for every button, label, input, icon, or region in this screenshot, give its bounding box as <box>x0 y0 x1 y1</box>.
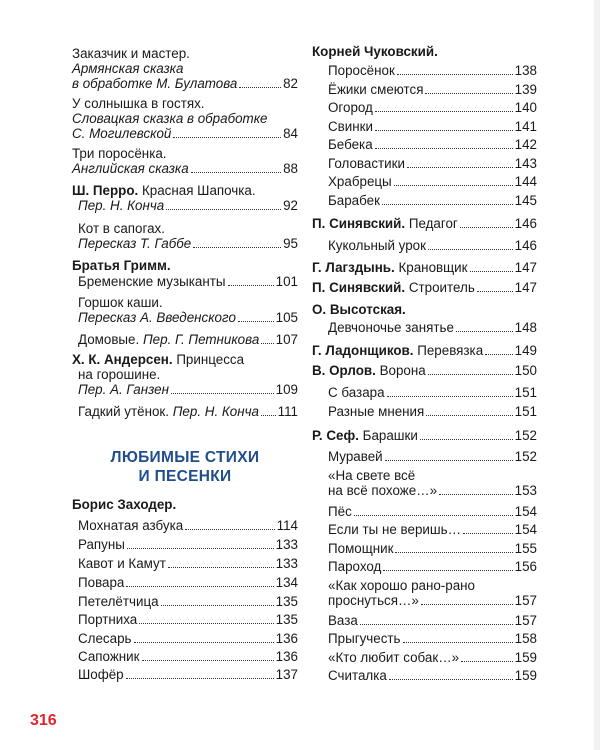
page-ref: 154 <box>514 522 537 537</box>
entry-title: Петелётчица <box>78 594 159 609</box>
leader-dots <box>126 677 274 679</box>
entry-title: Повара <box>78 575 125 590</box>
toc-entry[interactable] <box>78 594 298 609</box>
entry-title: Перевязка <box>417 343 484 358</box>
leader-dots <box>375 110 513 112</box>
entry-title: Пароход <box>328 559 382 574</box>
toc-entry-gorshok[interactable] <box>78 295 298 325</box>
toc-entry-ladonshchikov[interactable] <box>312 343 537 358</box>
entry-title: Принцесса <box>176 352 245 367</box>
leader-dots <box>139 622 273 624</box>
section-heading-line: И ПЕСЕНКИ <box>138 468 232 485</box>
page-ref: 82 <box>283 76 298 91</box>
toc-entry[interactable] <box>328 119 537 134</box>
entry-subtitle: Пер. Г. Петникова <box>142 332 260 347</box>
leader-dots <box>161 604 274 606</box>
entry-title: на всё похоже…» <box>328 483 438 498</box>
entry-title: Пёс <box>328 504 352 519</box>
entry-title: проснуться…» <box>328 593 419 608</box>
leader-dots <box>456 330 513 332</box>
page-ref: 114 <box>276 518 298 533</box>
leader-dots <box>485 353 513 355</box>
page-ref: 135 <box>275 594 298 609</box>
leader-dots <box>387 395 513 397</box>
toc-entry[interactable] <box>328 522 537 537</box>
entry-subtitle: Пересказ Т. Габбе <box>78 236 192 251</box>
leader-dots <box>142 659 274 661</box>
page-ref: 145 <box>514 193 537 208</box>
leader-dots <box>407 166 513 168</box>
toc-entry[interactable] <box>328 174 537 189</box>
leader-dots <box>168 566 274 568</box>
entry-title: Заказчик и мастер. <box>72 46 190 61</box>
entry-title: Крановщик <box>398 260 468 275</box>
toc-entry-lagzdyn[interactable] <box>312 260 537 275</box>
leader-dots <box>134 641 274 643</box>
entry-subtitle: в обработке М. Булатова <box>72 76 238 91</box>
leader-dots <box>239 86 281 88</box>
toc-entry[interactable] <box>78 667 298 682</box>
page-number: 316 <box>30 712 57 729</box>
entry-title: Кот в сапогах. <box>78 221 165 236</box>
page-ref: 147 <box>514 260 537 275</box>
entry-title: Строитель <box>408 280 475 295</box>
toc-entry-zakazchik[interactable] <box>72 46 298 91</box>
page-ref: 137 <box>275 667 298 682</box>
leader-dots <box>383 569 512 571</box>
toc-entry[interactable] <box>328 650 537 665</box>
entry-title: Три поросёнка. <box>72 146 167 161</box>
toc-entry-na-svete[interactable] <box>328 468 537 498</box>
leader-dots <box>421 603 513 605</box>
entry-title: Рапуны <box>78 537 125 552</box>
leader-dots <box>460 226 513 228</box>
toc-entry-bremen[interactable] <box>78 274 298 289</box>
toc-entry-devchonoche[interactable] <box>328 320 537 335</box>
page-ref: 146 <box>514 216 537 231</box>
page-ref: 151 <box>514 385 537 400</box>
entry-title: «На свете всё <box>328 468 416 483</box>
leader-dots <box>185 528 274 530</box>
entry-title: Горшок каши. <box>78 295 163 310</box>
page-ref: 88 <box>283 161 298 176</box>
leader-dots <box>261 342 273 344</box>
entry-title: Гадкий утёнок. <box>78 404 169 419</box>
leader-dots <box>193 246 281 248</box>
leader-dots <box>171 392 274 394</box>
leader-dots <box>428 373 513 375</box>
entry-title: Педагог <box>408 216 458 231</box>
toc-entry-kot-v-sapogakh[interactable] <box>78 221 298 251</box>
page-ref: 148 <box>514 320 537 335</box>
page-ref: 156 <box>514 559 537 574</box>
entry-title: Помощник <box>328 541 394 556</box>
author-grimm: Братья Гримм. <box>72 258 171 273</box>
leader-dots <box>126 585 273 587</box>
entry-title: Шофёр <box>78 667 124 682</box>
entry-title: Свинки <box>328 119 373 134</box>
leader-dots <box>354 514 513 516</box>
page-ref: 135 <box>275 612 298 627</box>
entry-title: Муравей <box>328 449 383 464</box>
toc-entry[interactable] <box>78 537 298 552</box>
toc-entry[interactable] <box>78 575 298 590</box>
toc-entry[interactable] <box>328 193 537 208</box>
toc-entry-andersen[interactable] <box>72 352 298 397</box>
page-ref: 140 <box>514 100 537 115</box>
page-ref: 111 <box>277 404 298 419</box>
section-heading <box>72 448 298 486</box>
entry-subtitle: Пер. Н. Конча <box>78 198 165 213</box>
toc-entry[interactable] <box>328 668 537 683</box>
leader-dots <box>127 547 274 549</box>
entry-title: Если ты не веришь… <box>328 522 461 537</box>
author-name: Г. Лагздынь. <box>312 260 395 275</box>
entry-subtitle: Армянская сказка <box>72 61 184 76</box>
toc-entry-muravey[interactable] <box>328 449 537 464</box>
page-ref: 109 <box>275 382 298 397</box>
entry-title: Поросёнок <box>328 63 395 78</box>
leader-dots <box>403 641 513 643</box>
toc-entry[interactable] <box>328 63 537 78</box>
page-ref: 95 <box>283 236 298 251</box>
page-ref: 154 <box>514 504 537 519</box>
author-name: П. Синявский. <box>312 280 406 295</box>
page-ref: 149 <box>514 343 537 358</box>
entry-title: на горошине. <box>78 367 161 382</box>
toc-entry-kak-khorosho[interactable] <box>328 578 537 608</box>
page-ref: 136 <box>275 649 298 664</box>
entry-subtitle: Словацкая сказка в обработке <box>72 111 268 126</box>
toc-entry-domovye[interactable] <box>78 332 298 347</box>
toc-entry[interactable] <box>78 518 298 533</box>
entry-title: Слесарь <box>78 631 132 646</box>
toc-entry[interactable] <box>328 541 537 556</box>
toc-entry-sef-barashki[interactable] <box>312 428 537 443</box>
toc-entry[interactable] <box>78 631 298 646</box>
page-ref: 101 <box>275 274 298 289</box>
entry-subtitle: Пересказ А. Введенского <box>78 310 236 325</box>
toc-entry-tri-porosenka[interactable] <box>72 146 298 176</box>
page-ref: 153 <box>514 483 537 498</box>
toc-entry-orlov[interactable] <box>312 363 537 378</box>
leader-dots <box>425 92 512 94</box>
entry-title: Барабек <box>328 193 380 208</box>
leader-dots <box>394 184 513 186</box>
page-ref: 136 <box>275 631 298 646</box>
entry-title: «Кто любит собак…» <box>328 650 460 665</box>
toc-entry[interactable] <box>328 559 537 574</box>
page-edge <box>594 0 600 750</box>
page-ref: 146 <box>514 238 537 253</box>
leader-dots <box>395 551 512 553</box>
page-ref: 105 <box>275 310 298 325</box>
entry-title: Ваза <box>328 613 358 628</box>
entry-title: Кавот и Камут <box>78 556 166 571</box>
page-ref: 92 <box>283 198 298 213</box>
entry-title: Огород <box>328 100 373 115</box>
entry-title: Домовые. <box>78 332 140 347</box>
toc-entry-utenok[interactable] <box>78 404 298 419</box>
author-name: П. Синявский. <box>312 216 406 231</box>
page-ref: 150 <box>514 363 537 378</box>
toc-entry-sinyavsky-stroitel[interactable] <box>312 280 537 295</box>
author-name: Г. Ладонщиков. <box>312 343 414 358</box>
leader-dots <box>461 660 513 662</box>
entry-title: Бебека <box>328 137 373 152</box>
toc-entry[interactable] <box>78 612 298 627</box>
entry-subtitle: Пер. А. Ганзен <box>78 382 169 397</box>
author-zakhoder: Борис Заходер. <box>72 497 177 512</box>
leader-dots <box>463 532 513 534</box>
author-name: Ш. Перро. <box>72 183 139 198</box>
page-ref: 107 <box>275 332 298 347</box>
entry-title: Разные мнения <box>328 404 425 419</box>
leader-dots <box>191 171 281 173</box>
toc-entry-solnyshko[interactable] <box>72 96 298 141</box>
page-ref: 159 <box>514 668 537 683</box>
leader-dots <box>375 129 513 131</box>
toc-entry[interactable] <box>328 100 537 115</box>
leader-dots <box>238 320 274 322</box>
author-vysotskaya: О. Высотская. <box>312 302 406 317</box>
page-ref: 139 <box>514 82 537 97</box>
page-ref: 155 <box>514 541 537 556</box>
page-ref: 138 <box>514 63 537 78</box>
leader-dots <box>397 73 513 75</box>
page-ref: 157 <box>514 593 537 608</box>
leader-dots <box>389 678 513 680</box>
page-ref: 152 <box>514 428 537 443</box>
section-heading-line: ЛЮБИМЫЕ СТИХИ <box>110 449 260 466</box>
toc-entry[interactable] <box>328 504 537 519</box>
entry-title: Головастики <box>328 156 405 171</box>
page-ref: 142 <box>514 137 537 152</box>
toc-entry[interactable] <box>78 556 298 571</box>
page-ref: 147 <box>514 280 537 295</box>
page-ref: 133 <box>275 537 298 552</box>
toc-entry[interactable] <box>328 385 537 400</box>
page-ref: 158 <box>514 631 537 646</box>
leader-dots <box>261 414 276 416</box>
entry-title: «Как хорошо рано-рано <box>328 578 476 593</box>
entry-title: Прыгучесть <box>328 631 401 646</box>
toc-entry[interactable] <box>78 649 298 664</box>
entry-title: Храбрецы <box>328 174 392 189</box>
entry-title: Мохнатая азбука <box>78 518 184 533</box>
entry-subtitle: Пер. Н. Конча <box>172 404 259 419</box>
page-ref: 134 <box>275 575 298 590</box>
toc-entry-kukolny-urok[interactable] <box>328 238 537 253</box>
entry-subtitle: Английская сказка <box>72 161 189 176</box>
author-name: Х. К. Андерсен. <box>72 352 173 367</box>
toc-entry[interactable] <box>328 631 537 646</box>
page-ref: 152 <box>514 449 537 464</box>
leader-dots <box>173 136 281 138</box>
author-chukovsky: Корней Чуковский. <box>312 44 438 59</box>
entry-title: Портниха <box>78 612 138 627</box>
entry-title: Бременские музыканты <box>78 274 226 289</box>
toc-entry[interactable] <box>328 613 537 628</box>
toc-entry-sinyavsky-pedagog[interactable] <box>312 216 537 231</box>
leader-dots <box>470 270 513 272</box>
page-ref: 157 <box>514 613 537 628</box>
entry-title: Красная Шапочка. <box>141 183 256 198</box>
leader-dots <box>420 438 513 440</box>
page-ref: 141 <box>514 119 537 134</box>
toc-entry-perro[interactable] <box>72 183 298 213</box>
entry-title: Ворона <box>379 363 426 378</box>
entry-title: У солнышка в гостях. <box>72 96 205 111</box>
leader-dots <box>428 248 513 250</box>
author-name: В. Орлов. <box>312 363 376 378</box>
entry-title: Кукольный урок <box>328 238 426 253</box>
toc-entry[interactable] <box>328 137 537 152</box>
page-ref: 151 <box>514 404 537 419</box>
leader-dots <box>375 147 513 149</box>
leader-dots <box>228 284 274 286</box>
toc-entry[interactable] <box>328 404 537 419</box>
page-ref: 133 <box>275 556 298 571</box>
page-ref: 143 <box>514 156 537 171</box>
leader-dots <box>360 623 513 625</box>
entry-title: Ёжики смеются <box>328 82 424 97</box>
leader-dots <box>439 493 513 495</box>
leader-dots <box>166 208 281 210</box>
leader-dots <box>426 414 512 416</box>
page-ref: 84 <box>283 126 298 141</box>
page-ref: 159 <box>514 650 537 665</box>
entry-title: Барашки <box>362 428 418 443</box>
entry-title: С базара <box>328 385 385 400</box>
leader-dots <box>477 290 513 292</box>
leader-dots <box>385 459 513 461</box>
toc-entry[interactable] <box>328 156 537 171</box>
page-ref: 144 <box>514 174 537 189</box>
leader-dots <box>382 203 513 205</box>
entry-title: Сапожник <box>78 649 140 664</box>
toc-entry[interactable] <box>328 82 537 97</box>
entry-title: Считалка <box>328 668 387 683</box>
entry-title: Девчоночье занятье <box>328 320 454 335</box>
author-name: Р. Сеф. <box>312 428 359 443</box>
entry-subtitle: С. Могилевской <box>72 126 172 141</box>
